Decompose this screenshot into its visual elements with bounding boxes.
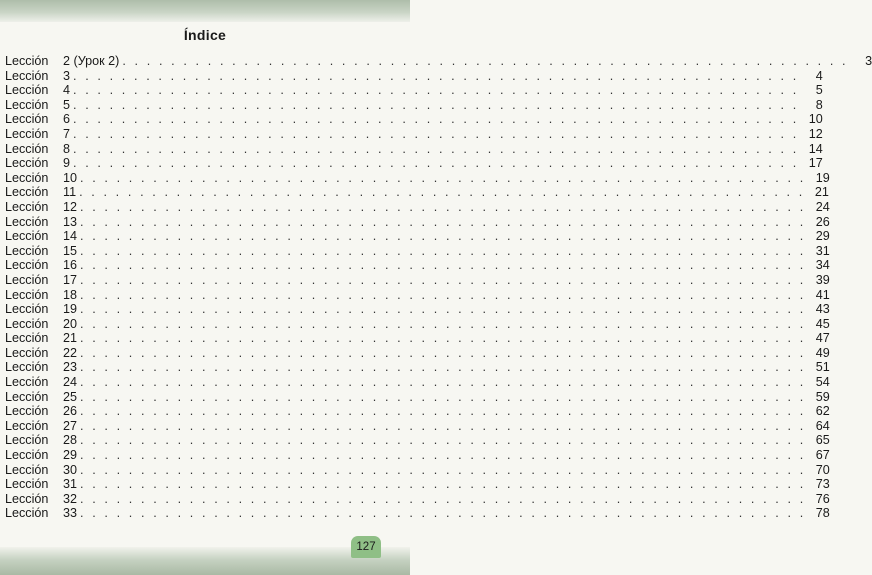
- dot-leader: . . . . . . . . . . . . . . . . . . . . . . . . . . . . . . . . . . . . . . . . . . . . . . . . . . . . . . . . . . . .: [80, 243, 806, 258]
- dot-leader: . . . . . . . . . . . . . . . . . . . . . . . . . . . . . . . . . . . . . . . . . . . . . . . . . . . . . . . . . . . .: [80, 214, 806, 229]
- toc-entry-number: 23: [63, 360, 78, 375]
- toc-entry-number: 32: [63, 491, 78, 506]
- dot-leader: . . . . . . . . . . . . . . . . . . . . . . . . . . . . . . . . . . . . . . . . . . . . . . . . . . . . . . . . . . . .: [73, 97, 799, 112]
- toc-entry-label: Lección: [5, 316, 49, 331]
- toc-entry: [5, 258, 830, 273]
- toc-entry: [5, 345, 830, 361]
- toc-entry-page: 10: [808, 112, 823, 127]
- toc-entry-number: 3: [63, 68, 71, 83]
- toc-entry-page: 67: [815, 448, 830, 463]
- toc-entry: [5, 112, 823, 127]
- toc-entry: [5, 68, 823, 84]
- toc-entry-number: 4: [63, 83, 71, 98]
- toc-entry-number: 16: [63, 258, 78, 273]
- dot-leader: . . . . . . . . . . . . . . . . . . . . . . . . . . . . . . . . . . . . . . . . . . . . . . . . . . . . . . . . . . . .: [80, 506, 806, 521]
- dot-leader: . . . . . . . . . . . . . . . . . . . . . . . . . . . . . . . . . . . . . . . . . . . . . . . . . . . . . . . . . . . .: [80, 229, 806, 244]
- dot-leader: . . . . . . . . . . . . . . . . . . . . . . . . . . . . . . . . . . . . . . . . . . . . . . . . . . . . . . . . . . . .: [80, 491, 806, 506]
- toc-entry-number: 9: [63, 156, 71, 171]
- toc-entry-label: Lección: [5, 112, 49, 127]
- toc-entry-label: Lección: [5, 126, 49, 141]
- toc-entry-page: 51: [815, 360, 830, 375]
- toc-entry-label: Lección: [5, 272, 49, 287]
- toc-entry-number: 14: [63, 229, 78, 244]
- toc-entry-number: 12: [63, 199, 78, 214]
- toc-entry-page: 34: [815, 258, 830, 273]
- toc-entry: [5, 375, 830, 390]
- dot-leader: . . . . . . . . . . . . . . . . . . . . . . . . . . . . . . . . . . . . . . . . . . . . . . . . . . . . . . . . . . . .: [80, 316, 806, 331]
- toc-entry-number: 29: [63, 448, 78, 463]
- dot-leader: . . . . . . . . . . . . . . . . . . . . . . . . . . . . . . . . . . . . . . . . . . . . . . . . . . . . . . . . . . . .: [73, 68, 799, 83]
- toc-entry-label: Lección: [5, 229, 49, 244]
- toc-entry-page: 24: [815, 199, 830, 214]
- toc-entry-page: 21: [814, 185, 829, 200]
- toc-entry-label: Lección: [5, 97, 49, 112]
- bottom-decorative-band: [0, 547, 410, 575]
- toc-entry: [5, 433, 830, 448]
- toc-entry-label: Lección: [5, 360, 49, 375]
- dot-leader: . . . . . . . . . . . . . . . . . . . . . . . . . . . . . . . . . . . . . . . . . . . . . . . . . . . . . . . . . . . .: [80, 418, 806, 433]
- dot-leader: . . . . . . . . . . . . . . . . . . . . . . . . . . . . . . . . . . . . . . . . . . . . . . . . . . . . . . . . . . . .: [73, 141, 799, 156]
- toc-entry-label: Lección: [5, 345, 49, 360]
- toc-entry-page: 43: [815, 302, 830, 317]
- toc-entry-number: 21: [63, 331, 78, 346]
- toc-entry-number: 26: [63, 404, 78, 419]
- toc-entry-label: Lección: [5, 185, 49, 200]
- toc-entry-number: 27: [63, 418, 78, 433]
- toc-entry: [5, 389, 830, 405]
- toc-entry-page: 5: [815, 83, 823, 98]
- dot-leader: . . . . . . . . . . . . . . . . . . . . . . . . . . . . . . . . . . . . . . . . . . . . . . . . . . . . . . . . . . . .: [80, 448, 806, 463]
- toc-entry-label: Lección: [5, 491, 49, 506]
- toc-entry-label: Lección: [5, 418, 49, 433]
- toc-entry-label: Lección: [5, 214, 49, 229]
- toc-entry: [5, 185, 829, 200]
- toc-entry-label: Lección: [5, 433, 49, 448]
- dot-leader: . . . . . . . . . . . . . . . . . . . . . . . . . . . . . . . . . . . . . . . . . . . . . . . . . . . . . . . . . . . .: [80, 375, 806, 390]
- toc-entry-page: 59: [815, 389, 830, 404]
- toc-entry-page: 26: [815, 214, 830, 229]
- toc-entry: [5, 302, 830, 317]
- toc-entry-label: Lección: [5, 54, 49, 68]
- toc-entry-label: Lección: [5, 258, 49, 273]
- toc-entry-number: 2 (Урок 2): [63, 54, 120, 68]
- toc-entry: [5, 418, 830, 434]
- toc-entry: [5, 170, 830, 186]
- toc-entry-page: 4: [815, 68, 823, 83]
- toc-entry-label: Lección: [5, 141, 49, 156]
- toc-entry-page: 47: [815, 331, 830, 346]
- toc-entry: [5, 462, 830, 478]
- dot-leader: . . . . . . . . . . . . . . . . . . . . . . . . . . . . . . . . . . . . . . . . . . . . . . . . . . . . . . . . . . . .: [80, 287, 806, 302]
- toc-entry: [5, 506, 830, 521]
- toc-entry: [5, 141, 823, 157]
- toc-entry-page: 45: [815, 316, 830, 331]
- toc-entry-page: 17: [808, 156, 823, 171]
- toc-entry-number: 19: [63, 302, 78, 317]
- toc-entry-label: Lección: [5, 170, 49, 185]
- dot-leader: . . . . . . . . . . . . . . . . . . . . . . . . . . . . . . . . . . . . . . . . . . . . . . . . . . . . . . . . . . . .: [122, 54, 849, 68]
- toc-entry-label: Lección: [5, 448, 49, 463]
- toc-entry-number: 18: [63, 287, 78, 302]
- toc-entry-label: Lección: [5, 83, 49, 98]
- dot-leader: . . . . . . . . . . . . . . . . . . . . . . . . . . . . . . . . . . . . . . . . . . . . . . . . . . . . . . . . . . . .: [80, 199, 806, 214]
- toc-entry: [5, 243, 830, 259]
- toc-entry-page: 62: [815, 404, 830, 419]
- toc-entry-number: 28: [63, 433, 78, 448]
- dot-leader: . . . . . . . . . . . . . . . . . . . . . . . . . . . . . . . . . . . . . . . . . . . . . . . . . . . . . . . . . . . .: [73, 126, 799, 141]
- toc-entry-page: 54: [815, 375, 830, 390]
- toc-entry-label: Lección: [5, 506, 49, 521]
- toc-entry-number: 22: [63, 345, 78, 360]
- toc-entry-number: 11: [63, 185, 77, 200]
- toc-entry-page: 19: [815, 170, 830, 185]
- toc-entry-number: 17: [63, 272, 78, 287]
- toc-entry-number: 15: [63, 243, 78, 258]
- toc-entry-page: 73: [815, 477, 830, 492]
- dot-leader: . . . . . . . . . . . . . . . . . . . . . . . . . . . . . . . . . . . . . . . . . . . . . . . . . . . . . . . . . . . .: [80, 389, 806, 404]
- toc-entry: [5, 272, 830, 288]
- dot-leader: . . . . . . . . . . . . . . . . . . . . . . . . . . . . . . . . . . . . . . . . . . . . . . . . . . . . . . . . . . . .: [73, 83, 799, 98]
- toc-entry-label: Lección: [5, 302, 49, 317]
- toc-entry: [5, 156, 823, 171]
- toc-entry: [5, 360, 830, 375]
- toc-entry-number: 13: [63, 214, 78, 229]
- toc-entry-number: 7: [63, 126, 71, 141]
- toc-entry: [5, 229, 830, 244]
- dot-leader: . . . . . . . . . . . . . . . . . . . . . . . . . . . . . . . . . . . . . . . . . . . . . . . . . . . . . . . . . . . .: [80, 170, 806, 185]
- toc-entry-number: 31: [63, 477, 78, 492]
- toc-entry-number: 33: [63, 506, 78, 521]
- toc-entry: [5, 83, 823, 98]
- toc-entry-label: Lección: [5, 287, 49, 302]
- table-of-contents: [5, 54, 872, 521]
- toc-entry-page: 65: [815, 433, 830, 448]
- dot-leader: . . . . . . . . . . . . . . . . . . . . . . . . . . . . . . . . . . . . . . . . . . . . . . . . . . . . . . . . . . . .: [73, 156, 799, 171]
- toc-entry-number: 6: [63, 112, 71, 127]
- toc-entry: [5, 331, 830, 346]
- toc-entry: [5, 316, 830, 332]
- toc-entry: [5, 126, 823, 142]
- toc-entry-label: Lección: [5, 462, 49, 477]
- dot-leader: . . . . . . . . . . . . . . . . . . . . . . . . . . . . . . . . . . . . . . . . . . . . . . . . . . . . . . . . . . . .: [80, 360, 806, 375]
- toc-entry: [5, 404, 830, 419]
- toc-entry-page: 64: [815, 418, 830, 433]
- toc-entry-label: Lección: [5, 243, 49, 258]
- page-number-tab: 127: [351, 536, 381, 558]
- dot-leader: . . . . . . . . . . . . . . . . . . . . . . . . . . . . . . . . . . . . . . . . . . . . . . . . . . . . . . . . . . . .: [80, 331, 806, 346]
- toc-entry-label: Lección: [5, 389, 49, 404]
- toc-entry-label: Lección: [5, 199, 49, 214]
- toc-entry-label: Lección: [5, 68, 49, 83]
- toc-entry-label: Lección: [5, 404, 49, 419]
- dot-leader: . . . . . . . . . . . . . . . . . . . . . . . . . . . . . . . . . . . . . . . . . . . . . . . . . . . . . . . . . . . .: [80, 302, 806, 317]
- toc-entry-page: 39: [815, 272, 830, 287]
- toc-entry-page: 31: [815, 243, 830, 258]
- toc-entry-number: 20: [63, 316, 78, 331]
- toc-entry-label: Lección: [5, 477, 49, 492]
- toc-entry-page: 14: [808, 141, 823, 156]
- dot-leader: . . . . . . . . . . . . . . . . . . . . . . . . . . . . . . . . . . . . . . . . . . . . . . . . . . . . . . . . . . . .: [80, 258, 806, 273]
- toc-entry: [5, 491, 830, 507]
- toc-entry-number: 5: [63, 97, 71, 112]
- dot-leader: . . . . . . . . . . . . . . . . . . . . . . . . . . . . . . . . . . . . . . . . . . . . . . . . . . . . . . . . . . . .: [73, 112, 799, 127]
- dot-leader: . . . . . . . . . . . . . . . . . . . . . . . . . . . . . . . . . . . . . . . . . . . . . . . . . . . . . . . . . . . .: [79, 185, 805, 200]
- toc-entry: [5, 199, 830, 215]
- dot-leader: . . . . . . . . . . . . . . . . . . . . . . . . . . . . . . . . . . . . . . . . . . . . . . . . . . . . . . . . . . . .: [80, 462, 806, 477]
- toc-entry: [5, 97, 823, 113]
- dot-leader: . . . . . . . . . . . . . . . . . . . . . . . . . . . . . . . . . . . . . . . . . . . . . . . . . . . . . . . . . . . .: [80, 272, 806, 287]
- dot-leader: . . . . . . . . . . . . . . . . . . . . . . . . . . . . . . . . . . . . . . . . . . . . . . . . . . . . . . . . . . . .: [80, 404, 806, 419]
- toc-entry: [5, 54, 872, 69]
- toc-entry-page: 12: [808, 126, 823, 141]
- dot-leader: . . . . . . . . . . . . . . . . . . . . . . . . . . . . . . . . . . . . . . . . . . . . . . . . . . . . . . . . . . . .: [80, 477, 806, 492]
- toc-entry-number: 24: [63, 375, 78, 390]
- toc-entry-page: 70: [815, 462, 830, 477]
- top-decorative-band: [0, 0, 410, 22]
- toc-entry-page: 49: [815, 345, 830, 360]
- toc-entry-label: Lección: [5, 156, 49, 171]
- dot-leader: . . . . . . . . . . . . . . . . . . . . . . . . . . . . . . . . . . . . . . . . . . . . . . . . . . . . . . . . . . . .: [80, 345, 806, 360]
- toc-entry-number: 30: [63, 462, 78, 477]
- toc-entry: [5, 287, 830, 303]
- toc-entry-page: 3: [865, 54, 872, 68]
- toc-entry-page: 41: [815, 287, 830, 302]
- toc-entry: [5, 477, 830, 492]
- dot-leader: . . . . . . . . . . . . . . . . . . . . . . . . . . . . . . . . . . . . . . . . . . . . . . . . . . . . . . . . . . . .: [80, 433, 806, 448]
- toc-entry-label: Lección: [5, 375, 49, 390]
- toc-entry-page: 78: [815, 506, 830, 521]
- page-title: Índice: [183, 27, 227, 43]
- toc-entry-number: 25: [63, 389, 78, 404]
- toc-entry-label: Lección: [5, 331, 49, 346]
- toc-entry-page: 76: [815, 491, 830, 506]
- toc-entry-number: 8: [63, 141, 71, 156]
- toc-entry-number: 10: [63, 170, 78, 185]
- toc-entry-page: 8: [815, 97, 823, 112]
- toc-entry-page: 29: [815, 229, 830, 244]
- toc-entry: [5, 448, 830, 463]
- toc-entry: [5, 214, 830, 230]
